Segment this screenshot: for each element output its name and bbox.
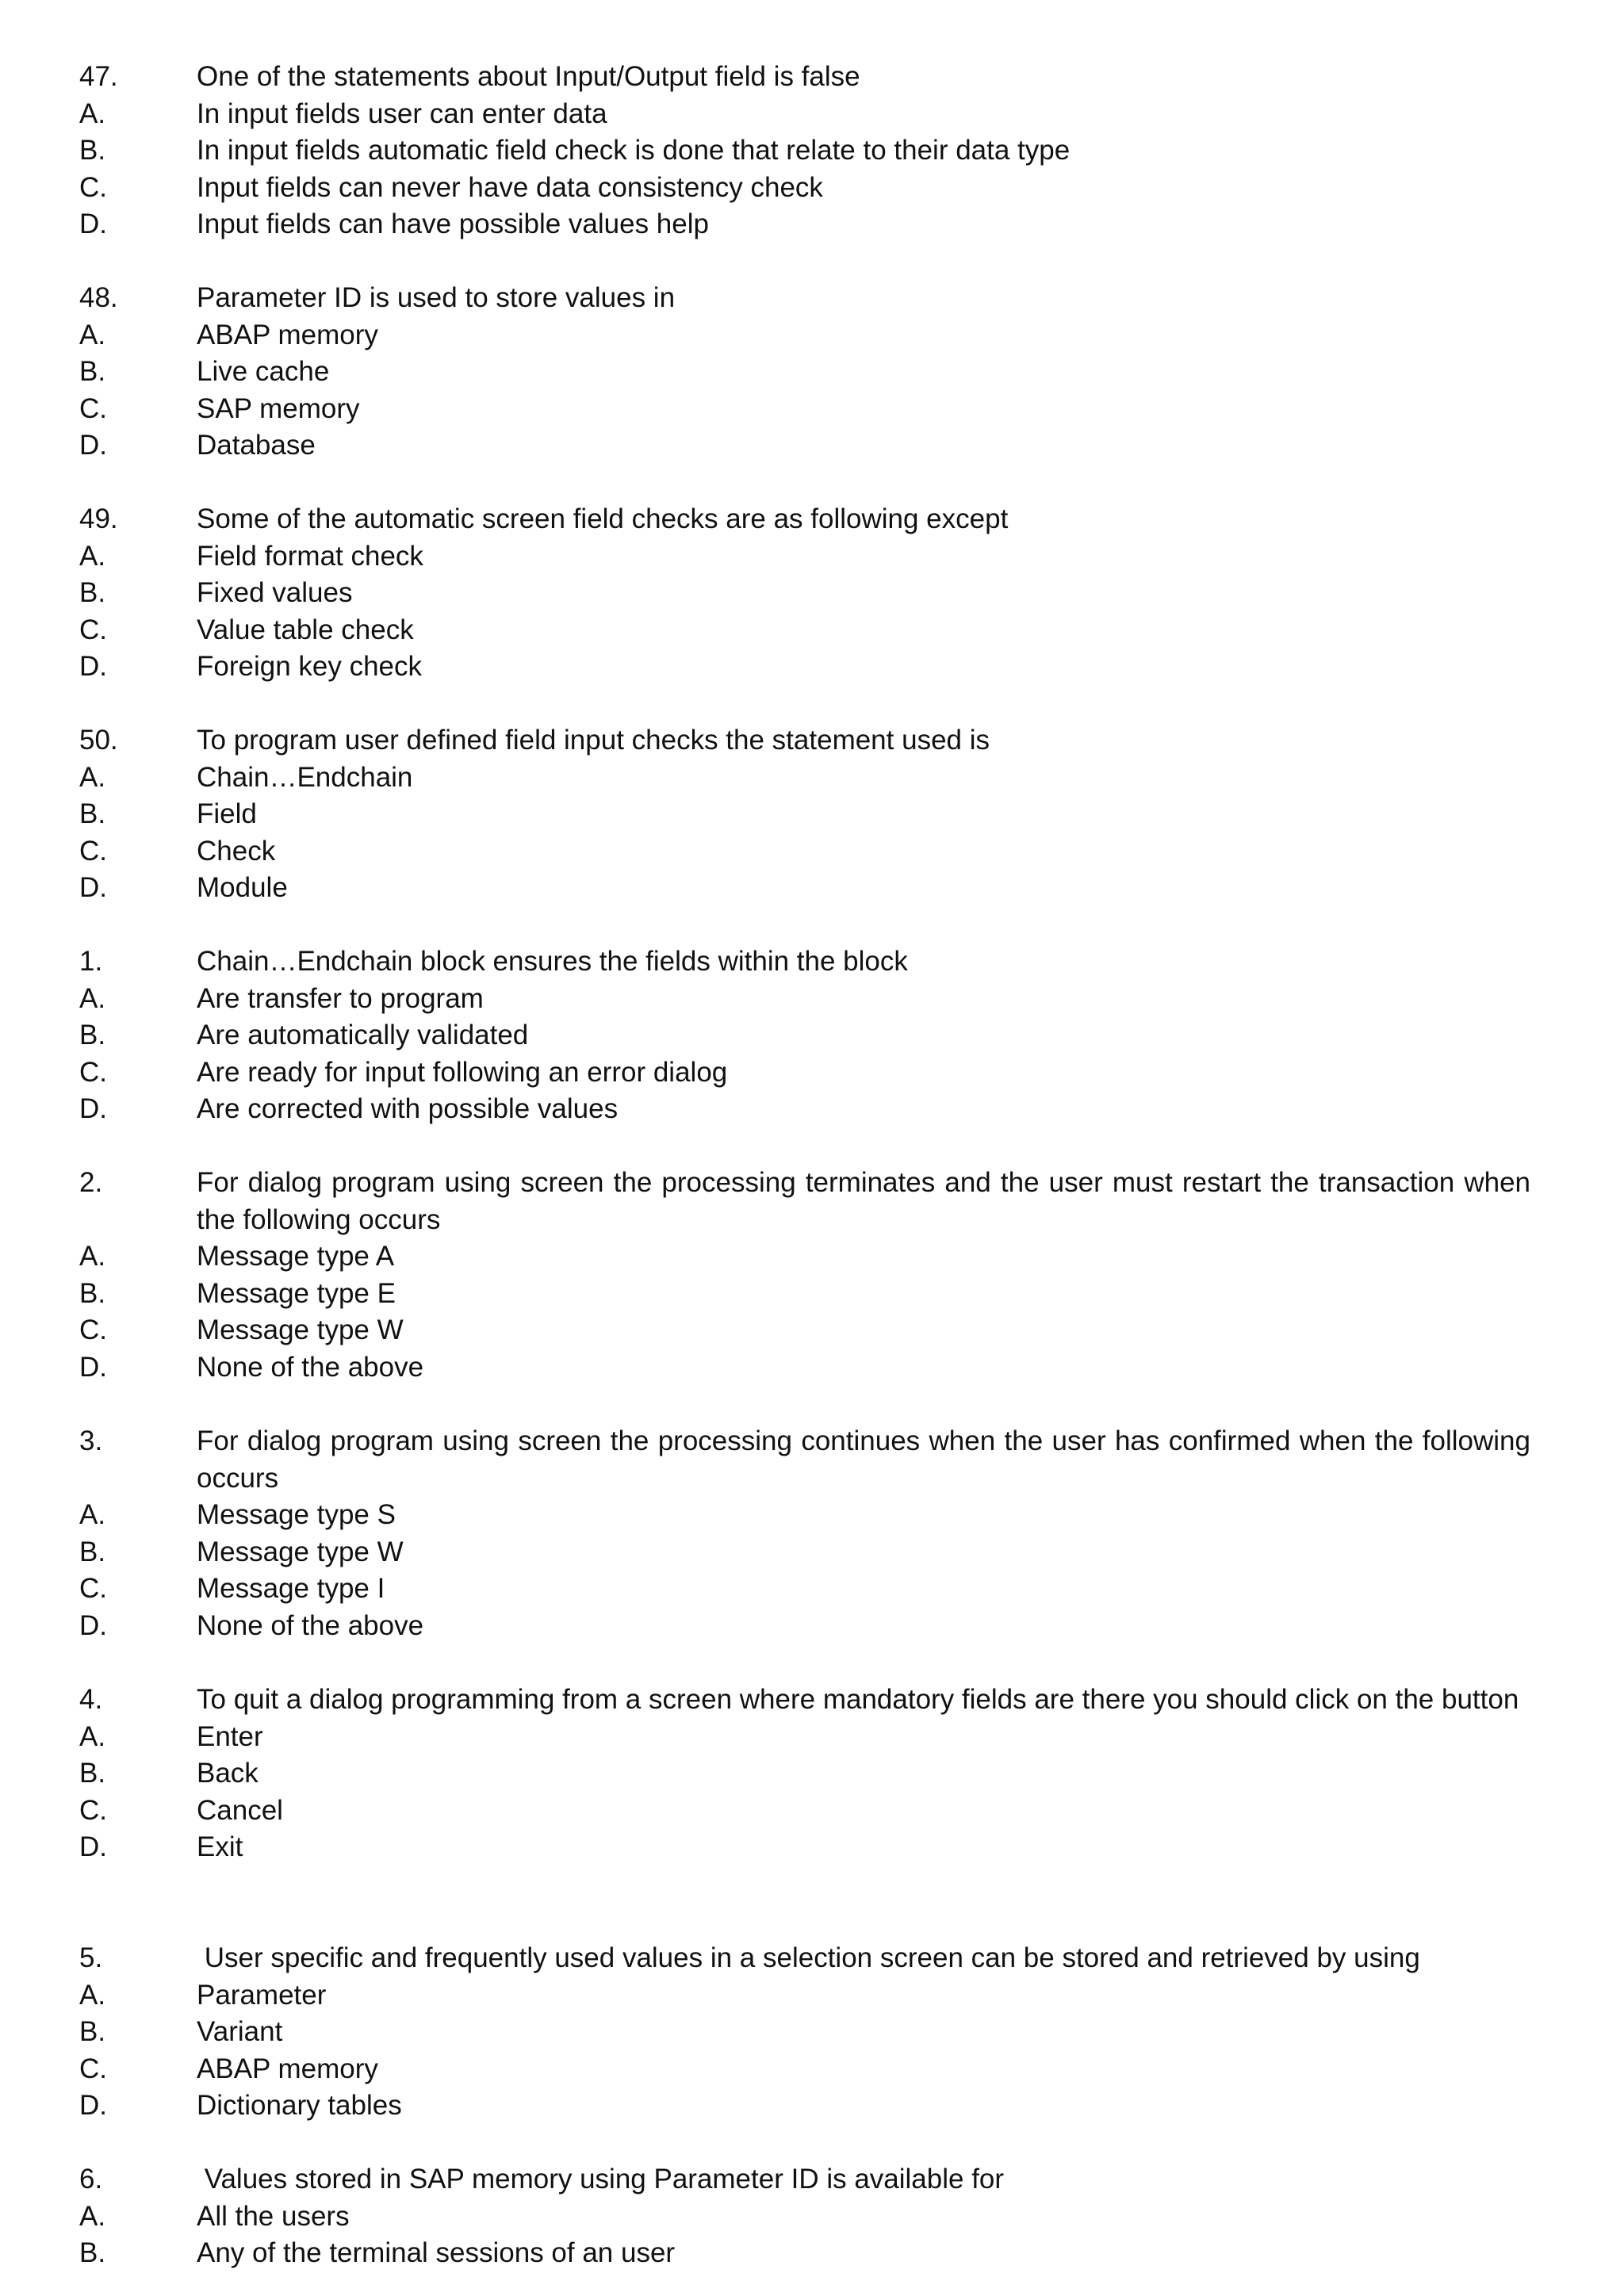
option-label: B. <box>79 2016 106 2047</box>
option-d <box>79 427 1530 465</box>
question-47 <box>79 59 1530 243</box>
option-text: Message type A <box>197 1241 395 1272</box>
option-a <box>79 538 1530 576</box>
option-text: ABAP memory <box>197 2053 378 2084</box>
question-text: Values stored in SAP memory using Parameter ID is available for <box>197 2164 1005 2195</box>
option-a <box>79 1238 1530 1276</box>
option-text: Chain…Endchain <box>197 761 413 793</box>
question-stem <box>79 1423 1530 1497</box>
option-label: A. <box>79 2200 106 2232</box>
option-label: B. <box>79 1277 106 1309</box>
option-label: C. <box>79 1314 107 1345</box>
question-text: One of the statements about Input/Output field is false <box>197 61 860 92</box>
option-label: C. <box>79 171 107 203</box>
option-text: Exit <box>197 1831 243 1862</box>
option-text: Fixed values <box>197 577 353 608</box>
option-d <box>79 649 1530 686</box>
option-text: Dictionary tables <box>197 2090 402 2121</box>
option-label: A. <box>79 982 106 1014</box>
option-label: D. <box>79 2090 107 2121</box>
option-d <box>79 1829 1530 1866</box>
option-label: D. <box>79 872 107 903</box>
option-a <box>79 317 1530 354</box>
option-label: D. <box>79 651 107 682</box>
option-label: B. <box>79 1758 106 1789</box>
question-number: 5. <box>79 1942 103 1973</box>
question-stem <box>79 501 1530 538</box>
option-text: Message type E <box>197 1277 396 1309</box>
option-b <box>79 354 1530 391</box>
option-text: In input fields user can enter data <box>197 98 607 129</box>
option-label: D. <box>79 430 107 461</box>
option-label: B. <box>79 135 106 166</box>
option-text: Foreign key check <box>197 651 423 682</box>
option-text: Are corrected with possible values <box>197 1093 619 1124</box>
option-label: B. <box>79 577 106 608</box>
option-label: C. <box>79 392 107 424</box>
option-d <box>79 1349 1530 1387</box>
option-text: ABAP memory <box>197 319 378 350</box>
option-text: Input fields can never have data consistency check <box>197 171 823 203</box>
option-b <box>79 132 1530 170</box>
option-text: Variant <box>197 2016 283 2047</box>
option-a <box>79 96 1530 133</box>
option-text: Message type W <box>197 1536 404 1567</box>
question-2 <box>79 1165 1530 1386</box>
question-text: To quit a dialog programming from a screen where mandatory fields are there you should click on the button <box>197 1684 1519 1715</box>
option-text: Field format check <box>197 540 423 572</box>
question-stem <box>79 1940 1530 1977</box>
option-c <box>79 1054 1530 1092</box>
option-label: C. <box>79 835 107 867</box>
question-stem <box>79 943 1530 981</box>
question-text: For dialog program using screen the processing terminates and the user must restart the transaction when the following occurs <box>197 1167 1530 1235</box>
option-label: C. <box>79 1794 107 1826</box>
question-stem <box>79 280 1530 317</box>
option-c <box>79 1312 1530 1349</box>
option-c <box>79 391 1530 428</box>
question-number: 3. <box>79 1425 103 1456</box>
question-text: To program user defined field input checks the statement used is <box>197 725 990 756</box>
option-label: B. <box>79 356 106 387</box>
option-text: Parameter <box>197 1979 327 2011</box>
option-text: Are transfer to program <box>197 982 484 1014</box>
option-b <box>79 575 1530 612</box>
option-text: Any of the terminal sessions of an user <box>197 2237 676 2268</box>
option-text: Back <box>197 1758 259 1789</box>
question-text: Some of the automatic screen field checks are as following except <box>197 503 1009 534</box>
option-label: D. <box>79 1351 107 1383</box>
option-d <box>79 870 1530 907</box>
option-text: In input fields automatic field check is done that relate to their data type <box>197 135 1071 166</box>
question-stem <box>79 59 1530 96</box>
option-c <box>79 2051 1530 2088</box>
option-text: Are automatically validated <box>197 1020 529 1050</box>
question-number: 48. <box>79 282 118 313</box>
question-stem <box>79 1165 1530 1238</box>
option-text: Live cache <box>197 356 330 387</box>
option-label: D. <box>79 1609 107 1641</box>
option-label: A. <box>79 1499 106 1530</box>
option-text: Database <box>197 430 316 461</box>
option-text: All the users <box>197 2200 350 2232</box>
option-text: Message type I <box>197 1573 385 1604</box>
question-number: 50. <box>79 725 118 756</box>
option-label: B. <box>79 2237 106 2268</box>
option-b <box>79 1276 1530 1313</box>
question-stem <box>79 1682 1530 1719</box>
option-c <box>79 833 1530 871</box>
option-d <box>79 1608 1530 1645</box>
option-label: A. <box>79 319 106 350</box>
option-label: A. <box>79 1720 106 1752</box>
question-number: 49. <box>79 503 118 534</box>
question-stem <box>79 722 1530 760</box>
question-3 <box>79 1423 1530 1644</box>
option-label: C. <box>79 2053 107 2084</box>
option-label: B. <box>79 1536 106 1567</box>
question-5 <box>79 1940 1530 2125</box>
option-label: A. <box>79 98 106 129</box>
option-label: D. <box>79 209 107 239</box>
question-text: Parameter ID is used to store values in <box>197 282 676 313</box>
option-d <box>79 1091 1530 1128</box>
question-number: 4. <box>79 1684 103 1715</box>
question-6 <box>79 2161 1530 2272</box>
question-text: Chain…Endchain block ensures the fields within the block <box>197 946 908 977</box>
option-text: Cancel <box>197 1794 283 1826</box>
option-text: Message type S <box>197 1499 396 1530</box>
option-c <box>79 612 1530 649</box>
option-label: A. <box>79 761 106 793</box>
option-text: Module <box>197 872 288 903</box>
option-c <box>79 170 1530 207</box>
option-text: Message type W <box>197 1314 404 1345</box>
option-label: C. <box>79 614 107 645</box>
option-b <box>79 2014 1530 2051</box>
question-1 <box>79 943 1530 1128</box>
option-text: Input fields can have possible values help <box>197 209 709 239</box>
option-label: A. <box>79 1241 106 1272</box>
question-number: 2. <box>79 1167 103 1198</box>
option-c <box>79 1571 1530 1608</box>
option-label: B. <box>79 798 106 829</box>
option-label: A. <box>79 1979 106 2011</box>
question-number: 47. <box>79 61 118 92</box>
option-text: Check <box>197 835 276 867</box>
option-a <box>79 981 1530 1018</box>
option-b <box>79 1017 1530 1054</box>
option-text: Field <box>197 798 257 829</box>
option-label: A. <box>79 540 106 572</box>
option-text: None of the above <box>197 1609 424 1641</box>
option-text: Enter <box>197 1720 263 1752</box>
option-label: C. <box>79 1573 107 1604</box>
option-label: C. <box>79 1056 107 1088</box>
option-text: Are ready for input following an error dialog <box>197 1056 728 1088</box>
option-b <box>79 1534 1530 1571</box>
question-number: 6. <box>79 2164 103 2195</box>
option-text: Value table check <box>197 614 414 645</box>
question-49 <box>79 501 1530 686</box>
option-c <box>79 1793 1530 1830</box>
option-a <box>79 1719 1530 1756</box>
question-48 <box>79 280 1530 465</box>
question-number: 1. <box>79 946 103 977</box>
question-50 <box>79 722 1530 907</box>
option-a <box>79 1497 1530 1534</box>
question-4 <box>79 1682 1530 1866</box>
option-label: D. <box>79 1831 107 1862</box>
option-b <box>79 796 1530 833</box>
option-text: None of the above <box>197 1351 424 1383</box>
option-a <box>79 760 1530 797</box>
option-a <box>79 2198 1530 2236</box>
question-text: User specific and frequently used values in a selection screen can be stored and retrieved by using <box>197 1942 1420 1973</box>
option-b <box>79 1755 1530 1793</box>
question-text: For dialog program using screen the processing continues when the user has confirmed when the following occurs <box>197 1425 1530 1494</box>
option-d <box>79 2087 1530 2125</box>
option-label: D. <box>79 1093 107 1124</box>
option-b <box>79 2235 1530 2272</box>
option-d <box>79 206 1530 243</box>
option-a <box>79 1977 1530 2015</box>
option-text: SAP memory <box>197 392 360 424</box>
question-stem <box>79 2161 1530 2198</box>
option-label: B. <box>79 1020 106 1050</box>
